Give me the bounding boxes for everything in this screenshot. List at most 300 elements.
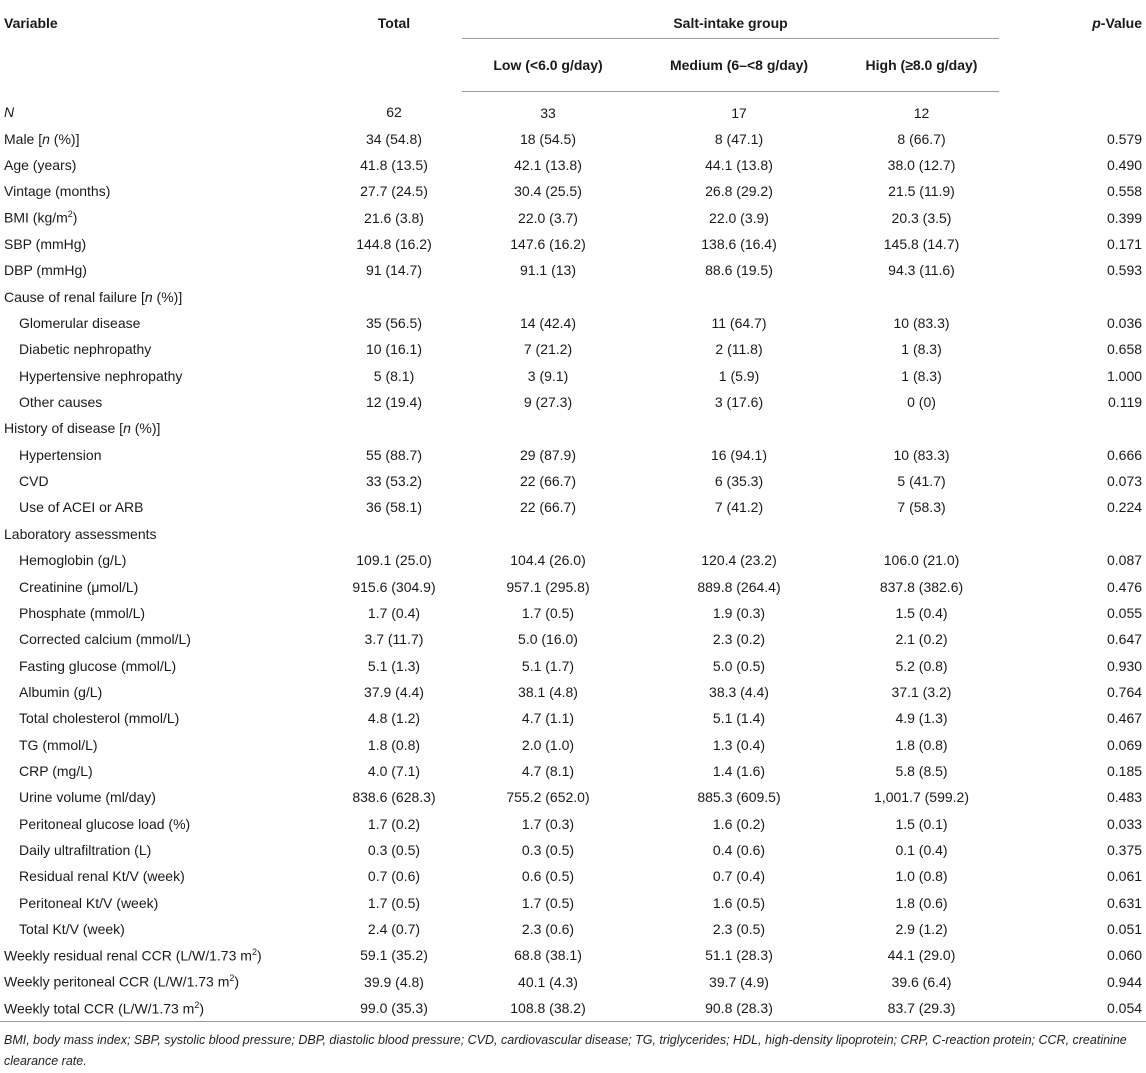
header-variable: Variable (4, 15, 58, 31)
cell-low: 91.1 (13) (519, 262, 577, 279)
cell-medium: 2 (11.8) (715, 341, 763, 358)
row-variable (0, 336, 326, 362)
row-variable (0, 705, 326, 731)
cell-medium: 138.6 (16.4) (701, 236, 777, 253)
table-row (0, 126, 1146, 152)
row-variable-text: Urine volume (ml/day) (19, 789, 156, 806)
cell-total: 109.1 (25.0) (356, 552, 432, 569)
cell-low: 3 (9.1) (527, 367, 569, 384)
cell-p-value: 0.666 (1106, 446, 1143, 463)
cell-low: 38.1 (4.8) (518, 683, 578, 700)
cell-low: 40.1 (4.3) (518, 973, 578, 990)
table-row (0, 336, 1146, 362)
cell-medium: 1 (5.9) (718, 367, 760, 384)
table-row (0, 468, 1146, 494)
cell-p-value: 0.119 (1108, 394, 1143, 411)
row-variable-text: N (4, 104, 15, 121)
table-row (0, 652, 1146, 678)
cell-low: 147.6 (16.2) (510, 236, 586, 253)
cell-medium: 7 (41.2) (714, 499, 764, 516)
cell-medium: 1.9 (0.3) (712, 604, 766, 621)
table-row (0, 758, 1146, 784)
row-variable-superscript: 2 (194, 999, 200, 1010)
cell-p-value: 0.073 (1106, 473, 1143, 490)
cell-low: 9 (27.3) (523, 394, 573, 411)
cell-high: 1 (8.3) (901, 367, 942, 384)
cell-total: 5.1 (1.3) (367, 657, 421, 674)
cell-total: 4.0 (7.1) (367, 762, 421, 779)
table-row (0, 863, 1146, 889)
table-row (0, 310, 1146, 336)
cell-high: 2.9 (1.2) (895, 920, 948, 937)
table-row (0, 916, 1146, 942)
cell-p-value: 0.399 (1106, 209, 1143, 226)
cell-p-value: 0.467 (1106, 710, 1143, 727)
row-variable (0, 784, 326, 810)
row-variable (0, 758, 326, 784)
row-variable (0, 521, 326, 547)
row-variable-text: Hemoglobin (g/L) (19, 552, 127, 569)
table-row (0, 521, 1146, 547)
row-variable-text: Residual renal Kt/V (week) (19, 868, 185, 885)
cell-medium: 0.7 (0.4) (712, 868, 766, 885)
cell-p-value: 0.375 (1106, 841, 1143, 858)
cell-low: 29 (87.9) (519, 446, 577, 463)
cell-p-value: 0.185 (1106, 762, 1143, 779)
cell-medium: 22.0 (3.9) (709, 209, 769, 226)
row-variable (0, 284, 326, 310)
cell-high (844, 284, 999, 310)
cell-low: 4.7 (8.1) (521, 762, 575, 779)
cell-total: 99.0 (35.3) (326, 995, 462, 1022)
table-row (0, 837, 1146, 863)
row-variable (0, 547, 326, 573)
cell-medium: 1.3 (0.4) (712, 736, 766, 753)
cell-high: 145.8 (14.7) (883, 236, 960, 253)
cell-total: 27.7 (24.5) (360, 183, 428, 200)
row-variable-text: Albumin (g/L) (19, 683, 103, 700)
cell-total: 838.6 (628.3) (352, 789, 436, 806)
cell-high: 21.5 (11.9) (888, 183, 955, 200)
cell-total: 5 (8.1) (373, 367, 415, 384)
row-variable-text: Peritoneal Kt/V (week) (19, 894, 159, 911)
cell-total: 144.8 (16.2) (356, 236, 432, 253)
table-row (0, 573, 1146, 599)
cell-total (326, 284, 462, 310)
cell-low: 1.7 (0.5) (521, 894, 575, 911)
row-variable-text: Phosphate (mmol/L) (19, 604, 146, 621)
table-row (0, 626, 1146, 652)
table-row (0, 494, 1146, 520)
cell-medium: 88.6 (19.5) (705, 262, 773, 279)
table-row (0, 389, 1146, 415)
cell-p-value: 0.054 (999, 995, 1146, 1022)
table-footnote: BMI, body mass index; SBP, systolic blood pressure; DBP, diastolic blood pressure; CVD, cardiovascular disease; TG, triglycerides; HDL, high-density lipoprotein; CRP, C-reaction protein; CCR, creatinine clearance rate. (4, 1033, 1127, 1068)
table-row (0, 784, 1146, 810)
cell-medium: 51.1 (28.3) (705, 947, 773, 964)
cell-high (844, 415, 999, 441)
row-variable (0, 652, 326, 678)
cell-low: 42.1 (13.8) (514, 157, 582, 174)
cell-high (844, 521, 999, 547)
cell-low: 104.4 (26.0) (510, 552, 586, 569)
cell-p-value: 0.647 (1106, 631, 1143, 648)
cell-total: 1.7 (0.2) (367, 815, 421, 832)
header-low: Low (<6.0 g/day) (462, 38, 634, 91)
row-variable-italic: n (144, 288, 153, 305)
table-row (0, 889, 1146, 915)
table-row (0, 205, 1146, 231)
row-variable-text: Glomerular disease (19, 315, 141, 332)
row-variable-text: CVD (19, 473, 49, 490)
cell-medium: 1.4 (1.6) (712, 762, 766, 779)
row-variable-text: Other causes (19, 394, 103, 411)
cell-total: 0.7 (0.6) (367, 868, 421, 885)
row-variable (0, 573, 326, 599)
cell-total: 915.6 (304.9) (352, 578, 436, 595)
header-high: High (≥8.0 g/day) (844, 38, 999, 91)
row-variable-text: Fasting glucose (mmol/L) (19, 657, 177, 674)
cell-high: 10 (83.3) (893, 315, 950, 332)
cell-total: 35 (56.5) (365, 315, 423, 332)
table-row (0, 679, 1146, 705)
cell-total: 10 (16.1) (365, 341, 423, 358)
cell-low: 2.0 (1.0) (521, 736, 575, 753)
row-variable (0, 863, 326, 889)
row-variable-text: Weekly total CCR (L/W/1.73 m (4, 1000, 195, 1017)
cell-medium: 39.7 (4.9) (709, 973, 769, 990)
row-variable-suffix: (%)] (49, 130, 80, 147)
cell-low: 957.1 (295.8) (506, 578, 590, 595)
table-row (0, 995, 1146, 1022)
cell-p-value (999, 415, 1146, 441)
header-salt-intake-group: Salt-intake group (462, 0, 999, 38)
cell-total: 55 (88.7) (365, 446, 423, 463)
cell-medium: 11 (64.7) (711, 315, 767, 332)
cell-high: 837.8 (382.6) (879, 578, 964, 595)
cell-low: 30.4 (25.5) (514, 183, 582, 200)
cell-medium: 0.4 (0.6) (712, 841, 766, 858)
cell-total: 37.9 (4.4) (364, 683, 424, 700)
row-variable (0, 810, 326, 836)
cell-total: 41.8 (13.5) (360, 157, 428, 174)
header-total: Total (377, 15, 411, 31)
row-variable-text: Diabetic nephropathy (19, 341, 152, 358)
row-variable (0, 415, 326, 441)
row-variable (0, 916, 326, 942)
row-variable-text: Peritoneal glucose load (%) (19, 815, 191, 832)
cell-high: 38.0 (12.7) (887, 157, 956, 174)
row-variable-suffix: ) (199, 1000, 205, 1017)
cell-total (326, 415, 462, 441)
cell-medium: 5.0 (0.5) (712, 657, 766, 674)
row-variable-text: Total cholesterol (mmol/L) (19, 710, 180, 727)
cell-high: 39.6 (6.4) (891, 973, 952, 990)
cell-medium: 38.3 (4.4) (709, 683, 769, 700)
table-row (0, 969, 1146, 995)
cell-p-value: 0.631 (1106, 894, 1143, 911)
row-variable-text: Laboratory assessments (4, 525, 157, 542)
cell-total: 1.7 (0.5) (367, 894, 421, 911)
cell-p-value: 0.087 (1106, 552, 1143, 569)
cell-low: 1.7 (0.3) (521, 815, 575, 832)
cell-high: 5.8 (8.5) (895, 762, 948, 779)
cell-p-value: 0.930 (1106, 657, 1143, 674)
cell-p-value: 0.060 (1106, 947, 1143, 964)
row-variable-suffix: ) (234, 974, 240, 990)
table-row (0, 731, 1146, 757)
header-p-value (999, 0, 1146, 91)
cell-low: 0.6 (0.5) (521, 868, 575, 885)
row-variable-text: History of disease [ (4, 420, 124, 437)
cell-total: 1.8 (0.8) (367, 736, 421, 753)
cell-low: 0.3 (0.5) (521, 841, 575, 858)
cell-high: 1 (8.3) (901, 341, 942, 358)
cell-p-value: 0.483 (1106, 789, 1143, 806)
cell-high: 94.3 (11.6) (888, 262, 955, 279)
cell-p-value (999, 91, 1146, 126)
cell-medium: 26.8 (29.2) (705, 183, 773, 200)
row-variable (0, 626, 326, 652)
row-variable-suffix: (%)] (130, 420, 161, 437)
row-variable-text: Vintage (months) (4, 183, 111, 200)
cell-low: 108.8 (38.2) (462, 995, 634, 1022)
cell-medium: 2.3 (0.2) (712, 631, 766, 648)
cell-low: 18 (54.5) (519, 130, 577, 147)
table-row (0, 363, 1146, 389)
cell-p-value: 0.490 (1106, 157, 1143, 174)
header-medium: Medium (6–<8 g/day) (634, 38, 844, 91)
table-row (0, 415, 1146, 441)
table-row (0, 152, 1146, 178)
cell-low: 4.7 (1.1) (521, 710, 575, 727)
cell-high: 1.8 (0.8) (895, 736, 948, 753)
cell-medium: 2.3 (0.5) (712, 920, 766, 937)
cell-low (462, 284, 634, 310)
cell-medium: 1.6 (0.5) (712, 894, 766, 911)
cell-high: 0.1 (0.4) (895, 841, 948, 858)
row-variable (0, 152, 326, 178)
cell-high: 1.8 (0.6) (895, 894, 948, 911)
row-variable (0, 91, 326, 126)
header-p-suffix: -Value (1100, 15, 1143, 31)
row-variable-italic: n (42, 130, 50, 147)
cell-low: 22 (66.7) (519, 499, 577, 516)
row-variable-text: Weekly residual renal CCR (L/W/1.73 m (4, 947, 252, 964)
row-variable-superscript: 2 (67, 209, 73, 220)
cell-high: 7 (58.3) (897, 499, 946, 516)
row-variable-suffix: ) (72, 210, 78, 227)
row-variable (0, 442, 326, 468)
row-variable (0, 231, 326, 257)
row-variable (0, 942, 326, 968)
cell-low (462, 521, 634, 547)
cell-total: 91 (14.7) (365, 262, 423, 279)
row-variable (0, 889, 326, 915)
cell-high: 4.9 (1.3) (895, 710, 948, 727)
row-variable-suffix: (%)] (152, 288, 183, 305)
cell-p-value: 1.000 (1106, 367, 1143, 384)
cell-total: 0.3 (0.5) (367, 841, 421, 858)
cell-total: 21.6 (3.8) (364, 209, 424, 226)
cell-p-value: 0.069 (1106, 736, 1143, 753)
cell-low (462, 415, 634, 441)
row-variable-text: SBP (mmHg) (4, 236, 87, 253)
row-variable (0, 679, 326, 705)
cell-high: 44.1 (29.0) (887, 947, 956, 964)
row-variable (0, 494, 326, 520)
cell-p-value: 0.036 (1106, 315, 1143, 332)
cell-medium: 5.1 (1.4) (712, 710, 766, 727)
row-variable-text: TG (mmol/L) (19, 736, 98, 753)
cell-high: 8 (66.7) (897, 130, 946, 147)
cell-low: 68.8 (38.1) (514, 947, 582, 964)
cell-p-value: 0.051 (1106, 920, 1143, 937)
cell-high: 37.1 (3.2) (891, 683, 952, 700)
cell-p-value: 0.579 (1106, 130, 1143, 147)
row-variable-superscript: 2 (229, 973, 235, 984)
cell-medium: 3 (17.6) (714, 394, 764, 411)
row-variable-text: Daily ultrafiltration (L) (19, 841, 152, 858)
row-variable-text: Corrected calcium (mmol/L) (19, 631, 191, 648)
row-variable (0, 468, 326, 494)
cell-p-value: 0.593 (1106, 262, 1143, 279)
row-variable-text: DBP (mmHg) (4, 262, 87, 279)
cell-high: 12 (913, 104, 930, 121)
cell-low: 14 (42.4) (519, 315, 577, 332)
cell-total: 34 (54.8) (365, 130, 423, 147)
cell-high: 1.5 (0.4) (895, 604, 948, 621)
table-row (0, 231, 1146, 257)
row-variable (0, 178, 326, 204)
cell-total: 3.7 (11.7) (364, 631, 424, 648)
row-variable-suffix: ) (256, 947, 262, 964)
cell-total: 62 (386, 104, 402, 121)
table-header (0, 0, 1146, 91)
cell-high: 83.7 (29.3) (844, 995, 999, 1022)
table-row (0, 600, 1146, 626)
header-p-italic: p (1092, 15, 1101, 31)
table-row (0, 178, 1146, 204)
cell-medium: 885.3 (609.5) (697, 789, 781, 806)
cell-medium: 90.8 (28.3) (634, 995, 844, 1022)
cell-low: 5.0 (16.0) (518, 631, 578, 648)
cell-p-value: 0.944 (1106, 973, 1143, 990)
row-variable-text: Use of ACEI or ARB (19, 499, 144, 516)
cell-p-value: 0.658 (1106, 341, 1143, 358)
cell-low: 22 (66.7) (519, 473, 577, 490)
row-variable (0, 995, 326, 1022)
row-variable (0, 205, 326, 231)
cell-high: 1,001.7 (599.2) (874, 789, 969, 806)
cell-high: 5.2 (0.8) (895, 657, 948, 674)
cell-total: 4.8 (1.2) (367, 710, 421, 727)
cell-p-value: 0.061 (1106, 868, 1143, 885)
cell-total: 39.9 (4.8) (364, 973, 424, 990)
row-variable-text: Total Kt/V (week) (19, 920, 125, 937)
cell-medium: 1.6 (0.2) (712, 815, 766, 832)
row-variable-italic: n (123, 420, 131, 437)
row-variable (0, 600, 326, 626)
row-variable-text: Age (years) (4, 157, 77, 174)
cell-high: 20.3 (3.5) (891, 209, 952, 226)
cell-low: 1.7 (0.5) (521, 604, 575, 621)
cell-total: 33 (53.2) (365, 473, 423, 490)
cell-low: 2.3 (0.6) (521, 920, 575, 937)
cell-p-value (999, 284, 1146, 310)
row-variable (0, 731, 326, 757)
row-variable-text: Weekly peritoneal CCR (L/W/1.73 m (4, 974, 230, 990)
cell-total: 1.7 (0.4) (367, 604, 421, 621)
cell-high: 1.0 (0.8) (895, 868, 948, 885)
table-row (0, 257, 1146, 283)
cell-medium (634, 284, 844, 310)
row-variable-text: Cause of renal failure [ (4, 288, 145, 305)
row-variable (0, 969, 326, 995)
cell-p-value (999, 521, 1146, 547)
cell-low: 755.2 (652.0) (506, 789, 590, 806)
cell-low: 7 (21.2) (523, 341, 573, 358)
row-variable-text: CRP (mg/L) (19, 762, 93, 779)
cell-total: 59.1 (35.2) (360, 947, 428, 964)
row-variable (0, 257, 326, 283)
cell-low: 33 (540, 104, 556, 121)
cell-p-value: 0.476 (1106, 578, 1143, 595)
cell-p-value: 0.033 (1106, 815, 1143, 832)
row-variable (0, 363, 326, 389)
table-row (0, 547, 1146, 573)
cell-total: 12 (19.4) (365, 394, 423, 411)
cell-p-value: 0.171 (1106, 236, 1143, 253)
cell-high: 2.1 (0.2) (895, 631, 948, 648)
table-body (0, 91, 1146, 1022)
row-variable (0, 837, 326, 863)
cell-p-value: 0.055 (1106, 604, 1143, 621)
row-variable-text: BMI (kg/m (4, 210, 68, 227)
row-variable-text: Hypertension (19, 446, 102, 463)
row-variable-text: Creatinine (μmol/L) (19, 578, 139, 595)
cell-medium (634, 415, 844, 441)
cell-low: 5.1 (1.7) (521, 657, 575, 674)
table-row (0, 91, 1146, 126)
table-row (0, 442, 1146, 468)
row-variable (0, 126, 326, 152)
cell-high: 1.5 (0.1) (895, 815, 948, 832)
cell-p-value: 0.764 (1106, 683, 1143, 700)
row-variable-text: Hypertensive nephropathy (19, 367, 183, 384)
table-row (0, 284, 1146, 310)
cell-p-value: 0.558 (1106, 183, 1143, 200)
row-variable (0, 310, 326, 336)
cell-medium: 16 (94.1) (710, 446, 768, 463)
cell-medium: 120.4 (23.2) (701, 552, 777, 569)
cell-medium: 889.8 (264.4) (697, 578, 781, 595)
cell-high: 10 (83.3) (893, 446, 950, 463)
cell-medium: 6 (35.3) (714, 473, 764, 490)
cell-low: 22.0 (3.7) (518, 209, 578, 226)
row-variable-superscript: 2 (251, 947, 257, 957)
cell-total (326, 521, 462, 547)
cell-high: 0 (0) (907, 394, 936, 411)
cell-total: 36 (58.1) (365, 499, 423, 516)
cell-p-value: 0.224 (1106, 499, 1143, 516)
cell-total: 2.4 (0.7) (367, 920, 421, 937)
cell-high: 106.0 (21.0) (883, 552, 960, 569)
cell-high: 5 (41.7) (897, 473, 946, 490)
row-variable (0, 389, 326, 415)
table-row (0, 810, 1146, 836)
table-row (0, 942, 1146, 968)
